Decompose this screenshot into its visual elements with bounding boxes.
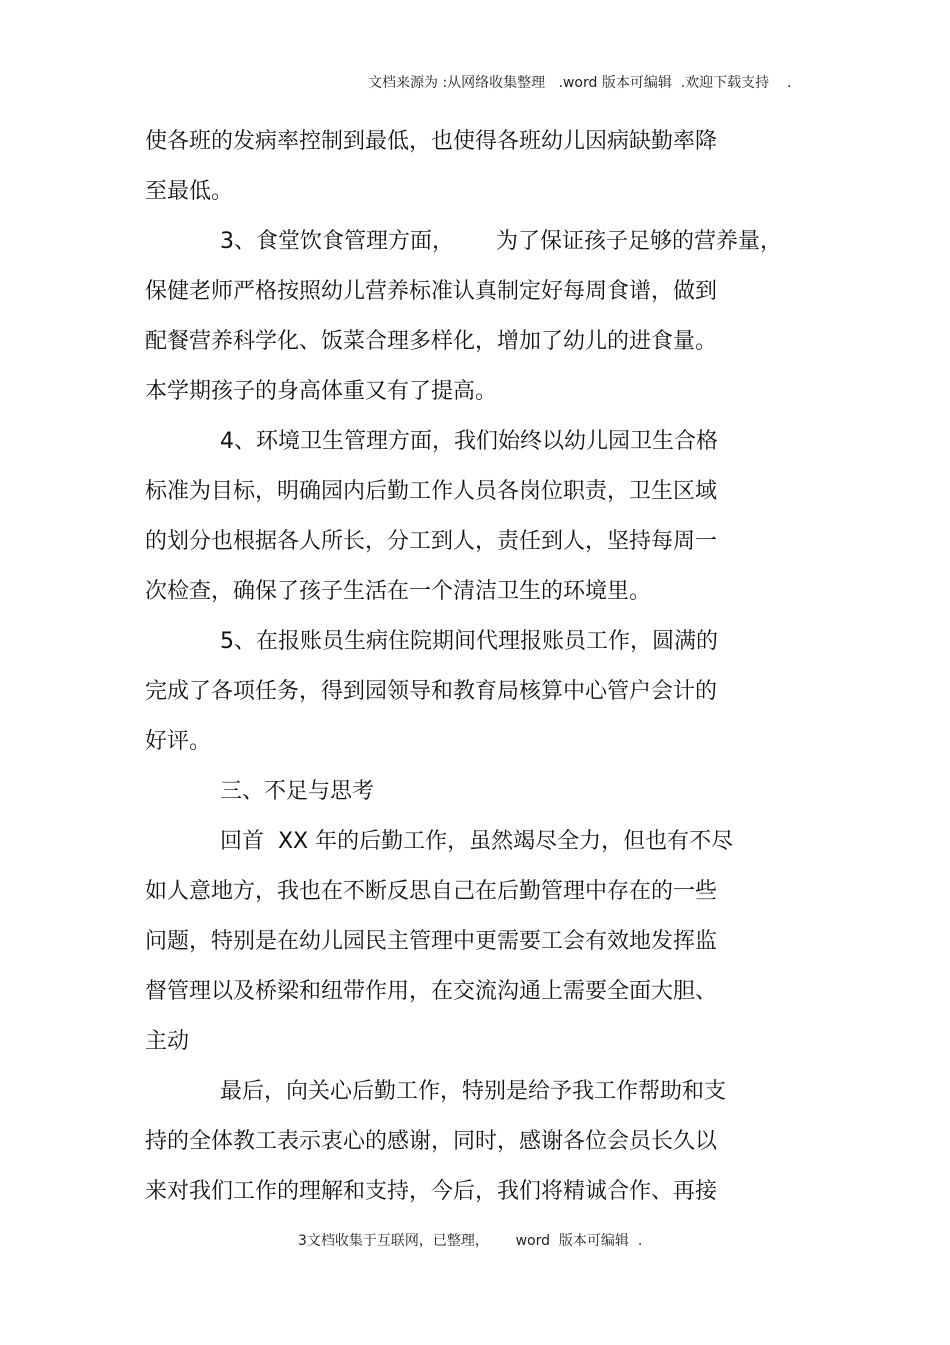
body-line: 标准为目标，明确园内后勤工作人员各岗位职责，卫生区域	[145, 479, 718, 504]
body-line: 督管理以及桥梁和纽带作用，在交流沟通上需要全面大胆、	[145, 979, 718, 1004]
body-line: 至最低。	[145, 179, 234, 204]
section-heading: 三、不足与思考	[220, 779, 375, 804]
body-line: 5、在报账员生病住院期间代理报账员工作，圆满的	[220, 629, 718, 654]
body-line: 最后，向关心后勤工作，特别是给予我工作帮助和支	[220, 1079, 727, 1104]
body-line: 如人意地方，我也在不断反思自己在后勤管理中存在的一些	[145, 879, 718, 904]
body-line: 3、食堂饮食管理方面， 为了保证孩子足够的营养量，	[220, 229, 782, 254]
body-line: 配餐营养科学化、饭菜合理多样化，增加了幼儿的进食量。	[145, 329, 718, 354]
body-line: 的划分也根据各人所长，分工到人，责任到人，坚持每周一	[145, 529, 718, 554]
page-header: 文档来源为 :从网络收集整理 .word 版本可编辑 .欢迎下载支持 .	[368, 75, 792, 91]
body-line: 次检查，确保了孩子生活在一个清洁卫生的环境里。	[145, 579, 652, 604]
body-line: 使各班的发病率控制到最低，也使得各班幼儿因病缺勤率降	[145, 129, 718, 154]
body-line: 回首 XX 年的后勤工作，虽然竭尽全力，但也有不尽	[220, 829, 734, 854]
page-footer: 3文档收集于互联网，已整理， word 版本可编辑 .	[298, 1233, 643, 1249]
body-line: 主动	[145, 1029, 190, 1054]
body-line: 来对我们工作的理解和支持，今后，我们将精诚合作、再接	[145, 1179, 718, 1204]
body-line: 问题，特别是在幼儿园民主管理中更需要工会有效地发挥监	[145, 929, 718, 954]
body-line: 完成了各项任务，得到园领导和教育局核算中心管户会计的	[145, 679, 718, 704]
body-line: 好评。	[145, 729, 212, 754]
body-line: 本学期孩子的身高体重又有了提高。	[145, 379, 498, 404]
body-line: 保健老师严格按照幼儿营养标准认真制定好每周食谱，做到	[145, 279, 718, 304]
body-line: 4、环境卫生管理方面，我们始终以幼儿园卫生合格	[220, 429, 718, 454]
body-line: 持的全体教工表示衷心的感谢，同时，感谢各位会员长久以	[145, 1129, 718, 1154]
